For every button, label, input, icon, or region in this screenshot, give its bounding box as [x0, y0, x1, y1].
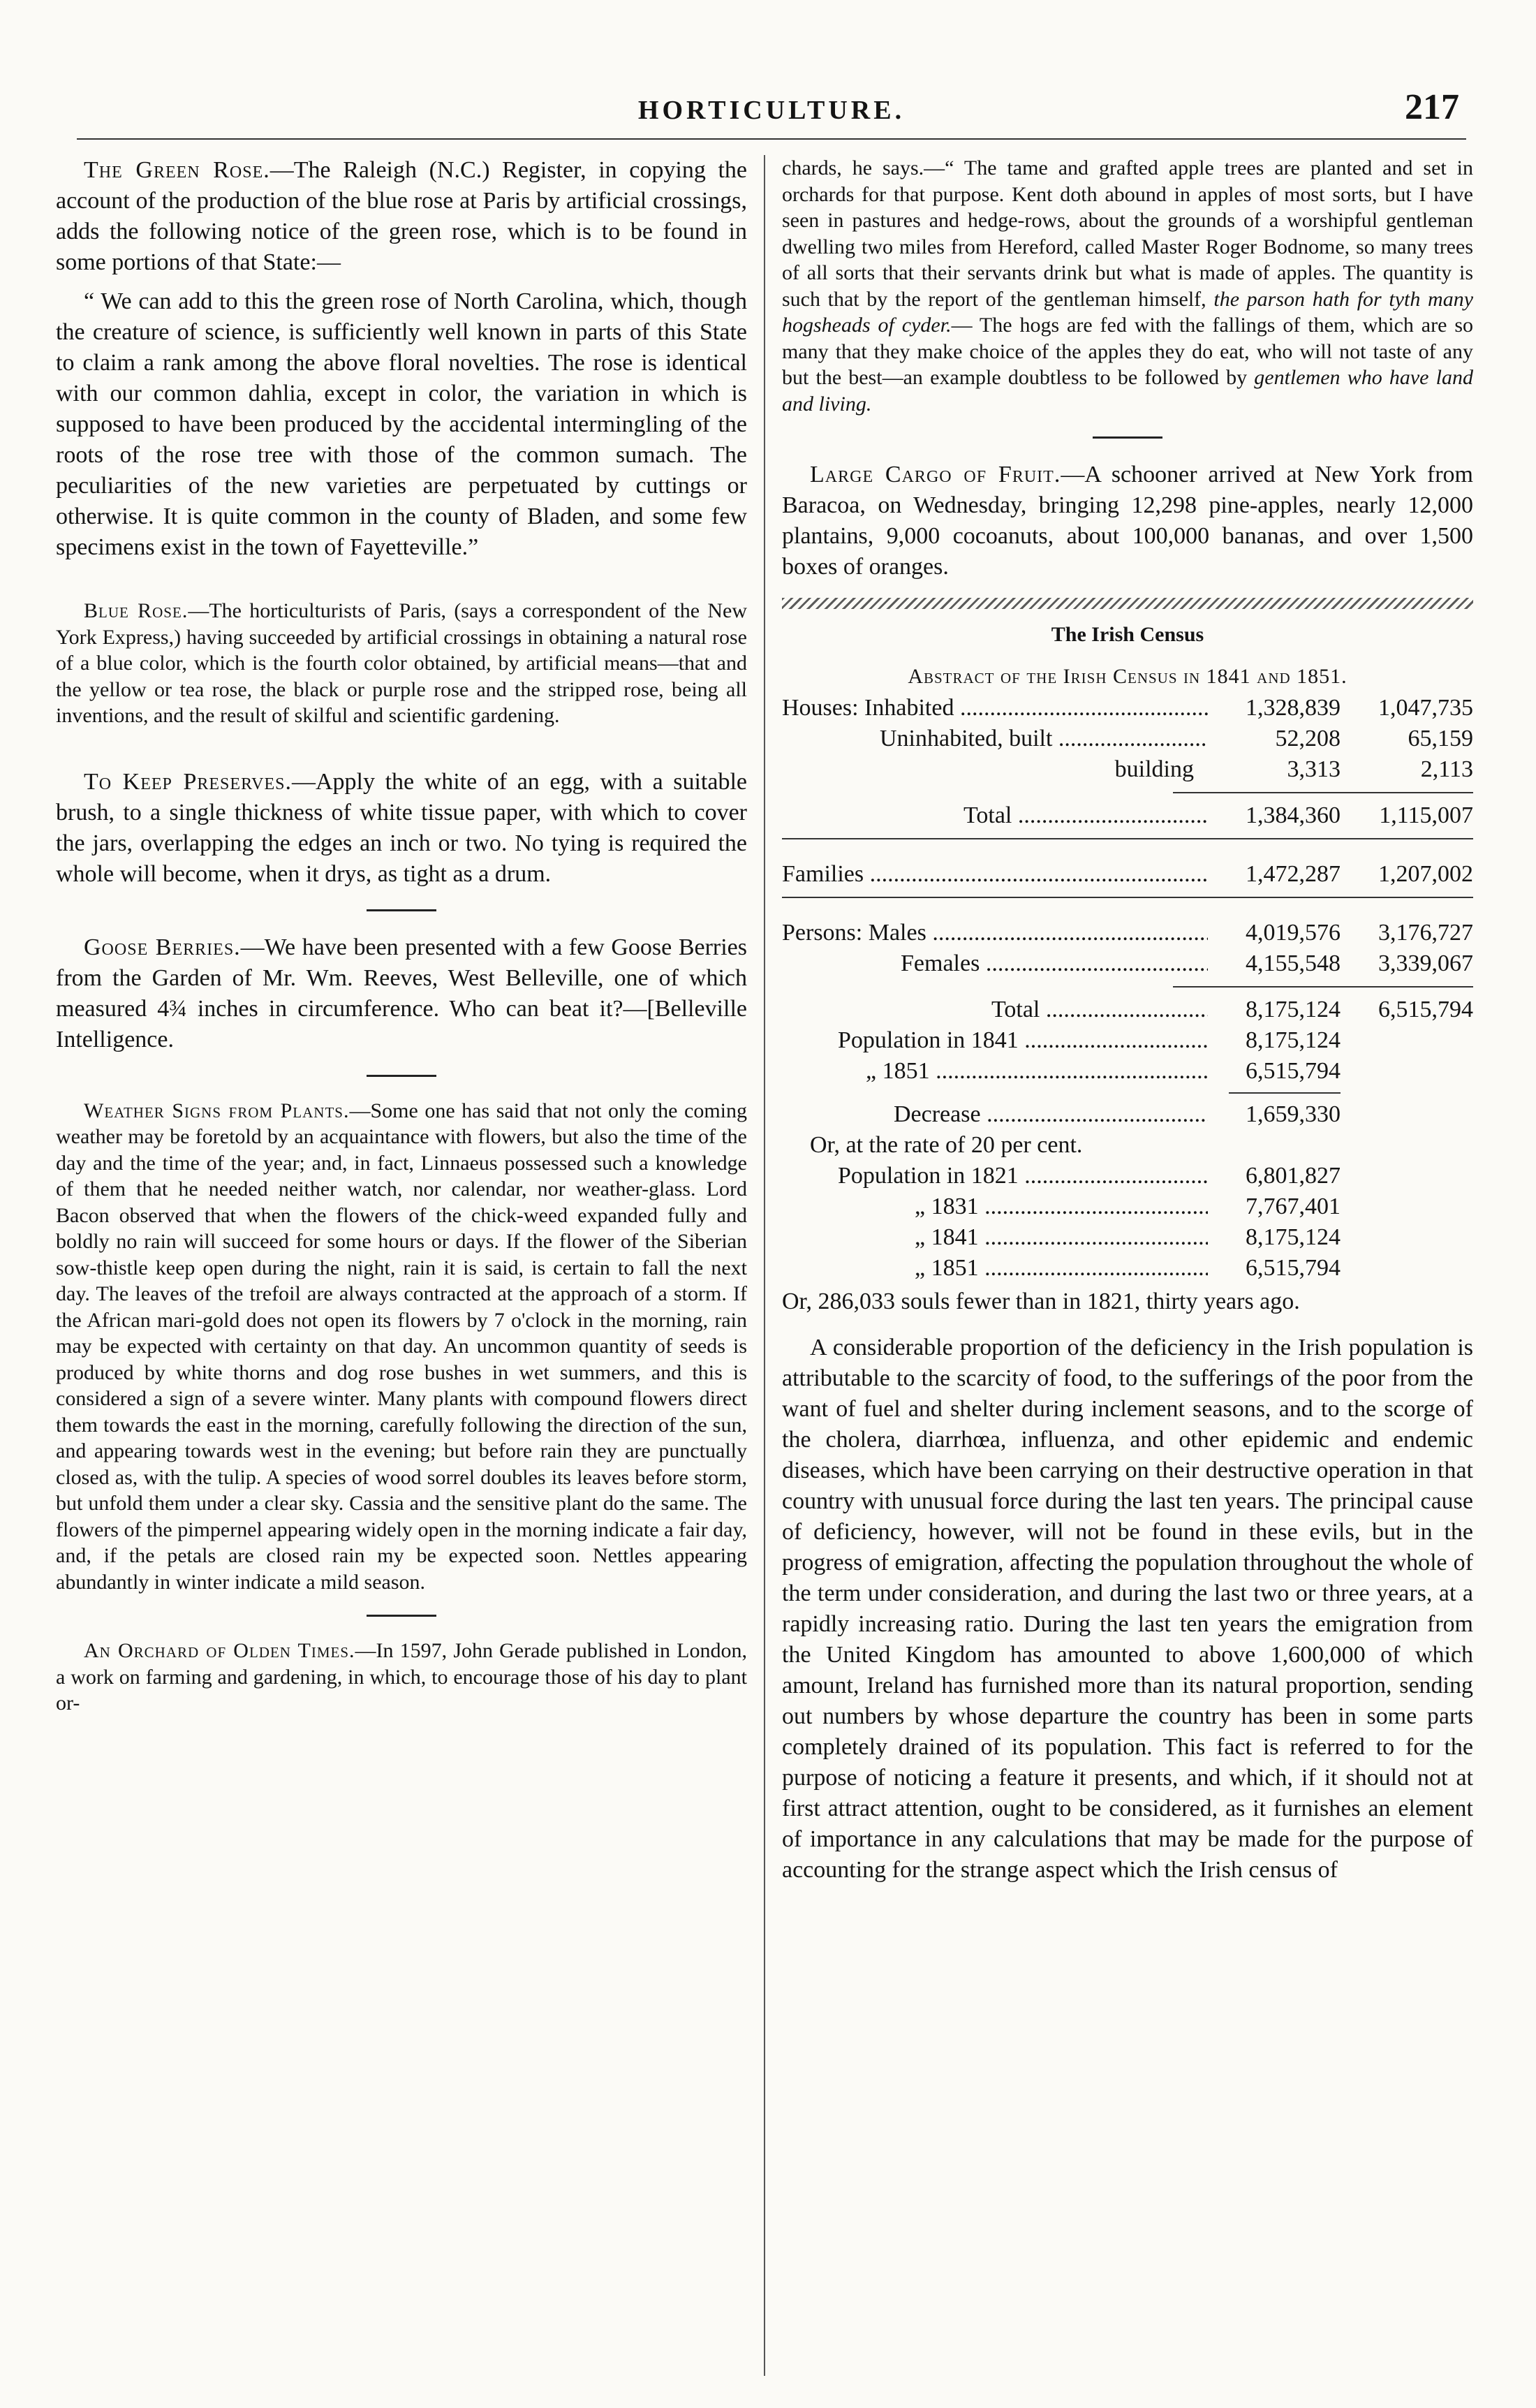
article-heading: An Orchard of Olden Times. [84, 1639, 355, 1662]
census-row-building [782, 754, 1473, 785]
value: 6,515,794 [1246, 1255, 1341, 1281]
value-1841: 8,175,124 [1246, 997, 1341, 1022]
row-label: Population in 1841 ..... [838, 1025, 1208, 1056]
census-row-pop-1841 [782, 1025, 1473, 1056]
value-1841: 4,019,576 [1246, 920, 1341, 946]
article-italic: the parson hath for tyth many hogsheads of cyder. [782, 287, 1474, 337]
value-1841: 1,384,360 [1246, 802, 1341, 828]
census-row-total-persons [782, 994, 1473, 1025]
wavy-divider [782, 598, 1473, 609]
census-discussion [782, 1333, 1473, 1886]
left-column [56, 155, 747, 1717]
article-green-rose [56, 155, 747, 563]
row-label: Families ..... [782, 859, 1208, 890]
value-1851: 3,176,727 [1378, 920, 1473, 946]
census-row-females [782, 948, 1473, 979]
row-label: „ 1851 ..... [866, 1056, 1208, 1087]
article-heading: Large Cargo of Fruit. [810, 462, 1061, 487]
census-row-1841b [782, 1222, 1473, 1253]
article-blue-rose [56, 598, 747, 729]
section-separator [367, 909, 436, 911]
page-header-title: HORTICULTURE. [637, 96, 906, 125]
value-1841: 4,155,548 [1246, 950, 1341, 976]
row-label: Or, at the rate of 20 per cent. [810, 1132, 1083, 1158]
row-label: „ 1831 ..... [915, 1191, 1208, 1222]
rule [1229, 1092, 1341, 1094]
row-label: Total ..... [963, 800, 1208, 831]
census-row-total-houses [782, 800, 1473, 831]
census-row-1851b [782, 1253, 1473, 1284]
value-1841: 52,208 [1275, 726, 1341, 751]
article-body: A considerable proportion of the deficiency in the Irish population is attributable to the scarcity of food, to the sufferings of the poor from the want of fuel and shelter during inclement seasons, and to the scorge of the cholera, diarrhœa, influenza, and other epidemic and endemic diseases, which have been carrying on their destructive operation in that country with unusual force during the last ten years. The principal cause of deficiency, however, will not be found in these evils, but in the progress of emigration, affecting the population throughout the whole of the term under consideration, and during the last two or three years, at a rapidly increasing ratio. During the last ten years the emigration from the United Kingdom has amounted to above 1,600,000 of which amount, Ireland has furnished more than its natural proportion, sending out numbers by whose departure the country has been in some parts completely drained of its population. This fact is referred to for the purpose of noticing a feature it presents, and which, if it should not at first attract attention, ought to be considered, as it furnishes an element of importance in any calculations that may be made for the purpose of accounting for the strange aspect which the Irish census of [782, 1335, 1473, 1883]
article-body: Or, 286,033 souls fewer than in 1821, thirty years ago. [782, 1289, 1300, 1314]
rule [1173, 792, 1473, 793]
section-separator [367, 1615, 436, 1617]
column-divider [764, 155, 765, 2376]
article-heading: Blue Rose. [84, 599, 189, 622]
article-goose-berries [56, 932, 747, 1055]
value: 8,175,124 [1246, 1224, 1341, 1250]
value-1851: 3,339,067 [1378, 950, 1473, 976]
section-separator [367, 1075, 436, 1077]
value-1841: 1,328,839 [1246, 695, 1341, 721]
row-label: Uninhabited, built ..... [880, 724, 1208, 754]
article-body: —A schooner arrived at New York from Baracoa, on Wednesday, bringing 12,298 pine-apples, nearly 12,000 plantains, 9,000 cocoanuts, about 100,000 bananas, and over 1,500 boxes of oranges. [782, 462, 1473, 580]
row-label: Decrease ..... [894, 1099, 1208, 1130]
article-orchard [56, 1638, 747, 1717]
census-rate [782, 1130, 1473, 1161]
article-orchard-continued [782, 155, 1473, 417]
census-row-1831 [782, 1191, 1473, 1222]
article-weather-signs [56, 1098, 747, 1596]
census-row-families [782, 859, 1473, 890]
value-1851: 1,115,007 [1379, 802, 1473, 828]
right-column [782, 155, 1473, 1886]
article-quote: “ We can add to this the green rose of North Carolina, which, though the creature of science, is sufficiently well known in parts of this State to claim a rank among the above floral novelties. The rose is identical with our common dahlia, except in color, the variation in which is supposed to have been produced by the accidental intermingling of the roots of the rose tree with those of the common sumach. The peculiarities of the new varieties are perpetuated by cuttings or otherwise. It is quite common in the county of Bladen, and some few specimens exist in the town of Fayetteville.” [56, 288, 747, 560]
census-section [782, 623, 1473, 1886]
census-row-houses-inhabited [782, 693, 1473, 724]
row-label: Houses: Inhabited ..... [782, 693, 1208, 724]
value-1851: 6,515,794 [1378, 997, 1473, 1022]
census-row-males [782, 918, 1473, 948]
value-1851: 1,207,002 [1378, 861, 1473, 887]
article-body: —In 1597, John Gerade published in London, a work on farming and gardening, in which, to encourage those of his day to plant or- [56, 1639, 747, 1715]
value-1851: 1,047,735 [1378, 695, 1473, 721]
value: 8,175,124 [1246, 1027, 1341, 1053]
value-1851: 65,159 [1408, 726, 1473, 751]
article-body: —Apply the white of an egg, with a suitable brush, to a single thickness of white tissue paper, with which to cover the jars, overlapping the edges an inch or two. No tying is required the whole will become, when it drys, as tight as a drum. [56, 768, 747, 887]
rule [1173, 986, 1473, 988]
article-heading: Weather Signs from Plants. [84, 1099, 350, 1122]
article-body: —We have been presented with a few Goose Berries from the Garden of Mr. Wm. Reeves, West Belleville, one of which measured 4¾ inches in circumference. Who can beat it?—[Belleville Intelligence. [56, 934, 747, 1052]
value: 6,801,827 [1246, 1163, 1341, 1189]
value: 6,515,794 [1246, 1058, 1341, 1084]
rule [782, 838, 1473, 839]
article-heading: Goose Berries. [84, 934, 241, 960]
value: 1,659,330 [1246, 1101, 1341, 1127]
row-label: Population in 1821 ..... [838, 1161, 1208, 1191]
page-number: 217 [1405, 87, 1459, 127]
section-separator [1093, 436, 1162, 439]
row-label: building [1114, 756, 1194, 782]
census-title: The Irish Census [1051, 623, 1204, 646]
census-row-pop-1851 [782, 1056, 1473, 1087]
census-row-decrease [782, 1099, 1473, 1130]
value: 7,767,401 [1246, 1194, 1341, 1219]
article-large-cargo [782, 460, 1473, 582]
rule [782, 897, 1473, 898]
row-label: Persons: Males ..... [782, 918, 1208, 948]
article-body: chards, he says.—“ The tame and grafted apple trees are planted and set in orchards for that purpose. Kent doth abound in apples of most sorts, but I have seen in pastures and hedge-rows, about the grounds of a worshipful gentleman dwelling two miles from Hereford, called Master Roger Bodnome, so many trees of all sorts that their servants drink but what is made of apples. The quantity is such that by the report of the gentleman himself, [782, 156, 1473, 311]
article-heading: To Keep Preserves. [84, 768, 292, 795]
article-body: —The horticulturists of Paris, (says a correspondent of the New York Express,) having succeeded by artificial crossings in obtaining a natural rose of a blue color, which is the fourth color obtained, by artificial means—that and the yellow or tea rose, the black or purple rose and the stripped rose, being all inventions, and the result of skilful and scientific gardening. [56, 599, 748, 727]
census-row-1821 [782, 1161, 1473, 1191]
article-body: —Some one has said that not only the coming weather may be foretold by an acquaintance with flowers, but also the time of the day and the time of the year; and, in fact, Linnaeus possessed such a knowledge of them that he needed neither watch, nor calendar, nor weather-glass. Lord Bacon observed that when the flowers of the chick-weed expanded fully and boldly no rain will succeed for some hours or days. If the flower of the Siberian sow-thistle keep open during the night, rain it is said, is certain to fall the next day. The leaves of the trefoil are always contracted at the approach of a storm. If the African mari-gold does not open its flowers by 7 o'clock in the morning, rain may be expected with certainty on that day. An uncommon quantity of seeds is produced by white thorns and dog rose bushes in wet summers, and this is considered a sign of a severe winter. Many plants with compound flowers direct them towards the east in the morning, carefully following the direction of the sun, and appearing towards west in the evening; but before rain they are punctually closed as, with the tulip. A species of wood sorrel doubles its leaves before storm, but unfold them under a clear sky. Cassia and the sensitive plant do the same. The flowers of the pimpernel appearing widely open in the morning indicate a fair day, and, if the petals are closed rain my be expected soon. Nettles appearing abundantly in winter indicate a mild season. [56, 1099, 747, 1594]
census-subtitle: Abstract of the Irish Census in 1841 and 1851. [908, 665, 1347, 688]
spacer [56, 729, 747, 767]
article-body: — The hogs are fed with the fallings of them, which are so many that they make choice of the apples they do eat, who will not taste of any but the best—an example doubtless to be followed by [782, 314, 1473, 389]
article-heading: The Green Rose. [84, 157, 270, 183]
value-1851: 2,113 [1420, 756, 1473, 782]
census-row-uninhabited [782, 724, 1473, 754]
row-label: „ 1841 ..... [915, 1222, 1208, 1253]
article-preserves [56, 767, 747, 890]
row-label: Total ..... [991, 994, 1208, 1025]
article-body: —The Raleigh (N.C.) Register, in copying the account of the production of the blue rose at Paris by artificial crossings, adds the following notice of the green rose, which is to be found in some portions of that State:— [56, 157, 748, 275]
running-head [77, 82, 1466, 140]
article-italic: gentlemen who have land and living. [782, 366, 1473, 416]
value-1841: 1,472,287 [1246, 861, 1341, 887]
value-1841: 3,313 [1287, 756, 1341, 782]
census-fewer [782, 1286, 1473, 1317]
row-label: Females ..... [901, 948, 1208, 979]
row-label: „ 1851 ..... [915, 1253, 1208, 1284]
